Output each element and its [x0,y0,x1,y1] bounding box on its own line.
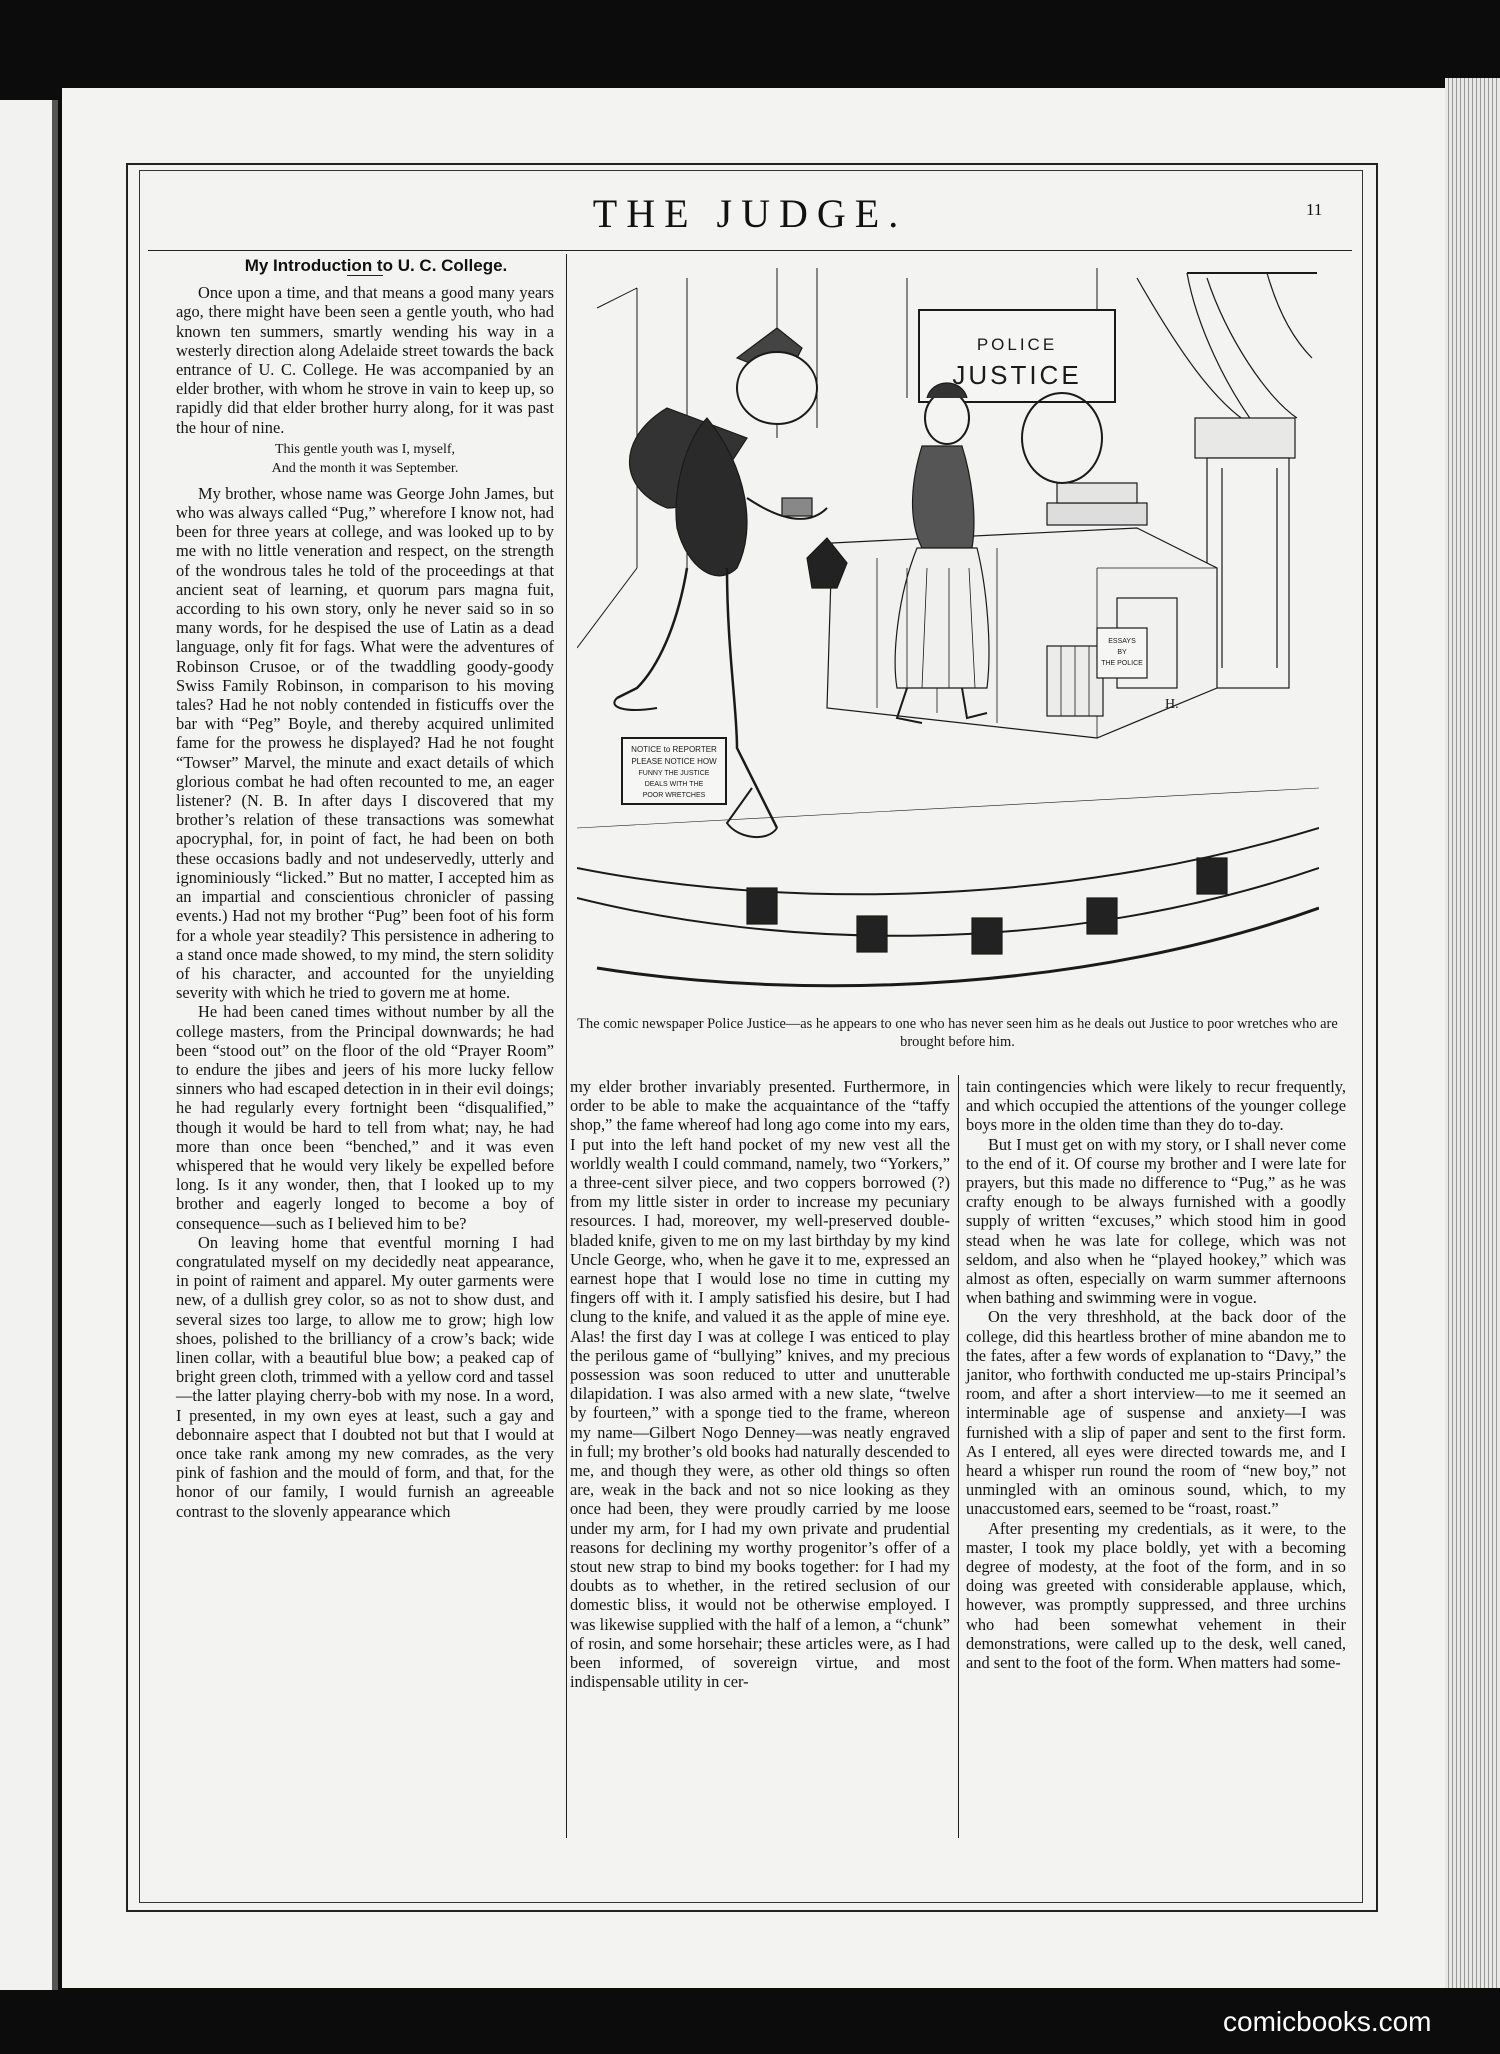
article-column-1 [176,256,554,1521]
paragraph: After presenting my credentials, as it were, to the master, I took my place boldly, yet with a becoming degree of modesty, at the foot of the form, and in so doing was greeted with considerable applause, which, however, was promptly suppressed, and three urchins who had been somewhat vehement in their demonstrations, were called up to the desk, well caned, and sent to the foot of the form. When matters had some- [966,1518,1346,1673]
verse-line: And the month it was September. [271,460,459,476]
notice-line: NOTICE to REPORTER [631,745,717,754]
illustration-caption: The comic newspaper Police Justice—as he appears to one who has never seen him as he deals out Justice to poor wretches who are brought before him. [577,1016,1338,1050]
paragraph: But I must get on with my story, or I shall never come to the end of it. Of course my brother and I were late for prayers, but this made no difference to “Pug,” as he was crafty enough to be always furnished with a goodly supply of written “excuses,” which stood him in good stead when he was late for college, which was not seldom, and also when he “played hookey,” which was almost as often, especially on warm summer afternoons when bathing and swimming were in vogue. [966,1134,1346,1308]
page-stack-edge [1445,78,1500,1988]
page-number: 11 [1306,200,1323,219]
paragraph: My brother, whose name was George John James, but who was always called “Pug,” wherefore I know not, had been for three years at college, and was looked up to by me with no little veneration and respect, on the strength of the wondrous tales he told of the proceedings at that ancient seat of learning, et quorum pars magna fuit, according to his own story, only he never said so in so many words, for he despised the use of Latin as a dead language, only fit for fags. What were the adventures of Robinson Crusoe, or of the twaddling goody-goody Swiss Family Robinson, in comparison to his moving tales? Had he not nobly contended in fisticuffs over the bar with “Peg” Boyle, and thereby acquired unlimited fame for the prowess he displayed? Had he not fought “Towser” Marvel, the minute and exact details of which glorious combat he had often recounted to me, an eager listener? (N. B. In after days I discovered that my brother’s relation of these transactions was somewhat apocryphal, for, in point of fact, he had been on both these occasions badly and not undeservedly, utterly and ignominiously “licked.” But no matter, I accepted him as an impartial and conscientious chronicler of passing events.) Had not my brother “Pug” been foot of his form for a whole year steadily? This persistence in adhering to a stand once made showed, to my mind, the stern solidity of his character, and accounted for the unyielding severity with which he tried to govern me at home. [176,483,554,1003]
book-label: ESSAYS [1108,638,1136,645]
article-column-3 [966,1077,1346,1672]
sign-text-police: POLICE [976,335,1058,354]
notice-line: DEALS WITH THE [644,781,704,788]
artist-signature: H. [1165,697,1179,712]
notice-line: PLEASE NOTICE HOW [631,757,717,766]
paragraph: Once upon a time, and that means a good many years ago, there might have been seen a gentle youth, who had known ten summers, smartly wending his way in a westerly direction along Adelaide street towards the back entrance of U. C. College. He was accompanied by an elder brother, with whom he strove in vain to keep up, so rapidly did that elder brother hurry along, for it was past the hour of nine. [176,283,554,437]
header-rule [148,250,1352,251]
paragraph: tain contingencies which were likely to recur frequently, and which occupied the attentions of the younger college boys more in the olden time than they do to-day. [966,1077,1346,1135]
paragraph: On the very threshhold, at the back door of the college, did this heartless brother of mine abandon me to the fates, after a few words of explanation to “Davy,” the janitor, who forthwith conducted me up-stairs Principal’s room, and after a short interview—to me it seemed an interminable age of suspense and anxiety—I was furnished with a slip of paper and sent to the first form. As I entered, all eyes were directed towards me, and I heard a whisper run round the room of “new boy,” not unmingled with an ominous sound, which, to my unaccustomed ears, seemed to be “roast, roast.” [966,1307,1346,1519]
verse [176,440,554,478]
paragraph: On leaving home that eventful morning I had congratulated myself on my decidedly neat appearance, in point of raiment and apparel. My outer garments were new, of a dullish grey color, so as not to show dust, and several sizes too large, to allow me to grow; high low shoes, polished to the brilliancy of a crow’s back; wide linen collar, with a beautiful blue bow; a peaked cap of bright green cloth, trimmed with a yellow cord and tassel—the latter playing cherry-bob with my nose. In a word, I presented, in my own eyes at least, such a gay and debonnaire aspect that I doubted not but that I would at once take rank among my new comrades, as the very pink of fashion and the mould of form, and that, for the honor of our family, I would furnish an agreeable contrast to the slovenly appearance which [176,1232,554,1521]
cartoon-illustration [577,268,1319,996]
column-rule [566,254,567,1838]
sign-text-justice: JUSTICE [952,360,1082,390]
book-label: THE POLICE [1101,660,1143,667]
article-column-2 [570,1077,950,1692]
notice-line: POOR WRETCHES [642,792,706,799]
watermark: comicbooks.com [1223,2006,1432,2037]
title-divider [347,275,383,276]
notice-line: FUNNY THE JUSTICE [638,770,710,777]
paragraph: He had been caned times without number by all the college masters, from the Principal downwards; he had been “stood out” on the floor of the old “Prayer Room” to endure the jibes and jeers of his more lucky fellow sinners who had escaped detection in in their evil doings; he had regularly every fortnight been “disqualified,” though it would be hard to tell from what; nay, he had more than once been “benched,” and it was even whispered that he would very likely be expelled before long. Is it any wonder, then, that I looked up to my brother and eagerly longed to become a boy of consequence—such as I believed him to be? [176,1002,554,1233]
article-title: My Introduction to U. C. College. [244,256,508,275]
verse-line: This gentle youth was I, myself, [274,441,456,457]
book-label: BY [1117,649,1127,656]
previous-page-edge [0,100,54,1990]
paragraph: my elder brother invariably presented. Furthermore, in order to be able to make the acquaintance of the “taffy shop,” the fame whereof had long ago come into my ears, I put into the left hand pocket of my new vest all the worldly wealth I could command, namely, two “Yorkers,” a three-cent silver piece, and two coppers borrowed (?) from my little sister in order to increase my pecuniary resources. I had, moreover, my well-preserved double-bladed knife, given to me on my last birthday by my kind Uncle George, who, when he gave it to me, expressed an earnest hope that I would lose no time in cutting my fingers off with it. I amply satisfied his desire, but I had clung to the knife, and valued it as the apple of mine eye. Alas! the first day I was at college I was enticed to play the perilous game of “bullying” knives, and my precious possession was soon reduced to utter and unutterable dilapidation. I was also armed with a new slate, “twelve by fourteen,” with a sponge tied to the frame, whereon my name—Gilbert Nogo Denney—was neatly engraved in full; my brother’s old books had naturally descended to me, and though they were, as other old things so often are, weak in the back and not so nice looking as they once had been, they were proudly carried by me loose under my arm, for I had my own private and prudential reasons for declining my worthy progenitor’s offer of a stout new strap to bind my books together: for I had my doubts as to whether, in the retired seclusion of our domestic bliss, it would not be otherwise employed. I was likewise supplied with the half of a lemon, a “chunk” of rosin, and some horsehair; these articles were, as I had been informed, of sovereign virtue, and most indispensable utility in cer- [570,1077,950,1692]
column-rule [958,1075,959,1838]
masthead: THE JUDGE. [592,191,908,236]
